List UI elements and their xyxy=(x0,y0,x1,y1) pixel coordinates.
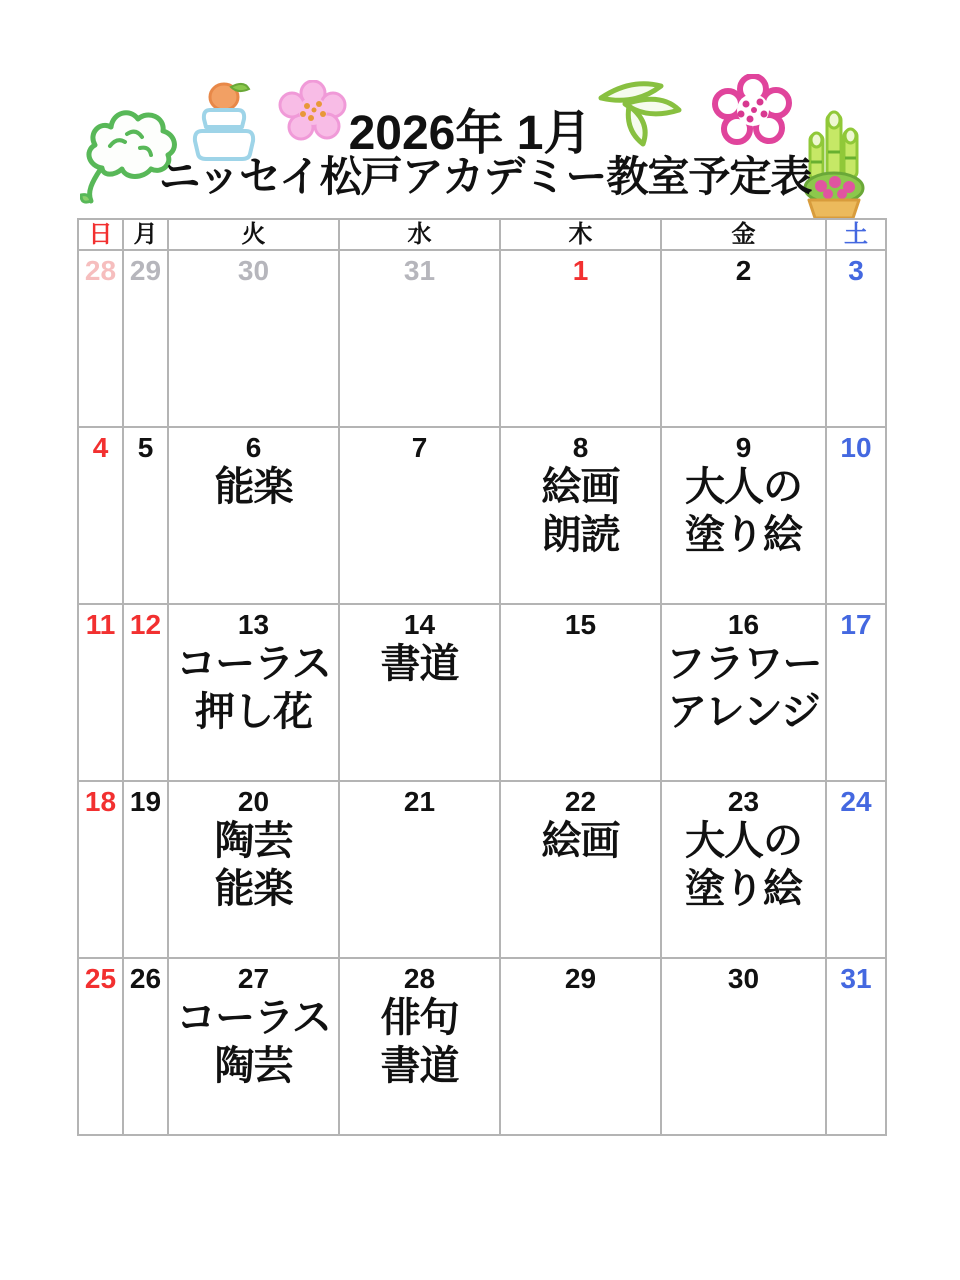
week-row xyxy=(78,250,886,427)
day-number: 31 xyxy=(840,963,872,994)
day-number: 23 xyxy=(727,786,760,817)
activity-label: 朗読 xyxy=(541,513,620,557)
day-cell xyxy=(826,604,886,781)
day-number: 28 xyxy=(84,255,117,286)
activity-label: 大人の xyxy=(685,819,802,863)
day-cell xyxy=(78,958,123,1135)
day-cell xyxy=(500,250,661,427)
day-number: 26 xyxy=(129,963,162,994)
day-number: 21 xyxy=(403,786,436,817)
day-cell xyxy=(500,958,661,1135)
day-cell xyxy=(168,781,339,958)
day-cell xyxy=(826,958,886,1135)
day-cell xyxy=(661,781,826,958)
activity-label: コーラス xyxy=(176,996,331,1040)
week-row xyxy=(78,958,886,1135)
day-number: 18 xyxy=(84,786,117,817)
day-number: 20 xyxy=(237,786,270,817)
day-number: 4 xyxy=(92,432,109,463)
day-number: 13 xyxy=(237,609,270,640)
day-number: 2 xyxy=(735,255,752,286)
day-number: 22 xyxy=(564,786,597,817)
day-cell xyxy=(339,781,500,958)
day-number: 25 xyxy=(84,963,117,994)
activity-label: 能楽 xyxy=(214,465,293,509)
day-cell xyxy=(78,250,123,427)
day-number: 5 xyxy=(137,432,154,463)
day-cell xyxy=(168,958,339,1135)
day-number: 3 xyxy=(848,255,864,286)
day-cell xyxy=(123,781,168,958)
day-cell xyxy=(123,958,168,1135)
day-number: 6 xyxy=(245,432,262,463)
activity-label: 陶芸 xyxy=(214,1044,293,1088)
activity-label: コーラス xyxy=(176,642,331,686)
weekday-thu: 木 xyxy=(500,219,661,250)
day-number: 12 xyxy=(129,609,162,640)
day-number: 11 xyxy=(85,609,116,640)
day-cell xyxy=(661,250,826,427)
day-number: 1 xyxy=(572,255,589,286)
weekday-sat: 土 xyxy=(826,219,886,250)
day-number: 31 xyxy=(403,255,436,286)
calendar-title-academy: ニッセイ松戸アカデミー教室予定表 xyxy=(158,153,812,200)
day-cell xyxy=(339,604,500,781)
weekday-fri: 金 xyxy=(661,219,826,250)
activity-label: 塗り絵 xyxy=(685,513,802,557)
day-number: 16 xyxy=(727,609,760,640)
day-number: 28 xyxy=(403,963,436,994)
day-number: 9 xyxy=(735,432,752,463)
weekday-wed: 水 xyxy=(339,219,500,250)
day-number: 14 xyxy=(403,609,436,640)
day-cell xyxy=(123,250,168,427)
activity-label: 書道 xyxy=(380,1044,459,1088)
activity-label: 絵画 xyxy=(541,465,620,509)
day-cell xyxy=(826,427,886,604)
day-cell xyxy=(339,250,500,427)
day-cell xyxy=(826,250,886,427)
activity-label: 大人の xyxy=(685,465,802,509)
day-cell xyxy=(168,427,339,604)
day-number: 24 xyxy=(840,786,872,817)
day-number: 30 xyxy=(237,255,270,286)
day-number: 8 xyxy=(572,432,589,463)
day-number: 17 xyxy=(840,609,872,640)
day-number: 29 xyxy=(129,255,162,286)
day-cell xyxy=(339,958,500,1135)
weekday-tue: 火 xyxy=(168,219,339,250)
day-cell xyxy=(661,427,826,604)
day-cell xyxy=(500,604,661,781)
day-cell xyxy=(123,604,168,781)
activity-label: 押し花 xyxy=(195,690,312,734)
calendar-table xyxy=(77,218,887,1136)
week-row xyxy=(78,604,886,781)
day-cell xyxy=(78,781,123,958)
day-number: 15 xyxy=(564,609,597,640)
day-cell xyxy=(123,427,168,604)
calendar-title-year-month: 2026年 1月 xyxy=(348,107,592,160)
weekday-sun: 日 xyxy=(78,219,123,250)
weekday-mon: 月 xyxy=(123,219,168,250)
activity-label: 書道 xyxy=(380,642,459,686)
day-number: 10 xyxy=(840,432,872,463)
activity-label: アレンジ xyxy=(667,690,820,734)
day-cell xyxy=(168,250,339,427)
day-number: 27 xyxy=(237,963,270,994)
weekday-header-row xyxy=(78,219,886,250)
day-number: 30 xyxy=(727,963,760,994)
activity-label: 能楽 xyxy=(214,867,293,911)
week-row xyxy=(78,781,886,958)
activity-label: フラワー xyxy=(665,642,822,686)
day-number: 7 xyxy=(411,432,428,463)
day-cell xyxy=(78,427,123,604)
day-number: 29 xyxy=(564,963,597,994)
day-cell xyxy=(339,427,500,604)
day-cell xyxy=(500,781,661,958)
day-cell xyxy=(661,604,826,781)
day-cell xyxy=(661,958,826,1135)
activity-label: 俳句 xyxy=(380,996,459,1040)
day-cell xyxy=(168,604,339,781)
activity-label: 絵画 xyxy=(541,819,620,863)
day-cell xyxy=(500,427,661,604)
day-number: 19 xyxy=(129,786,162,817)
week-row xyxy=(78,427,886,604)
activity-label: 塗り絵 xyxy=(685,867,802,911)
day-cell xyxy=(78,604,123,781)
day-cell xyxy=(826,781,886,958)
activity-label: 陶芸 xyxy=(214,819,293,863)
